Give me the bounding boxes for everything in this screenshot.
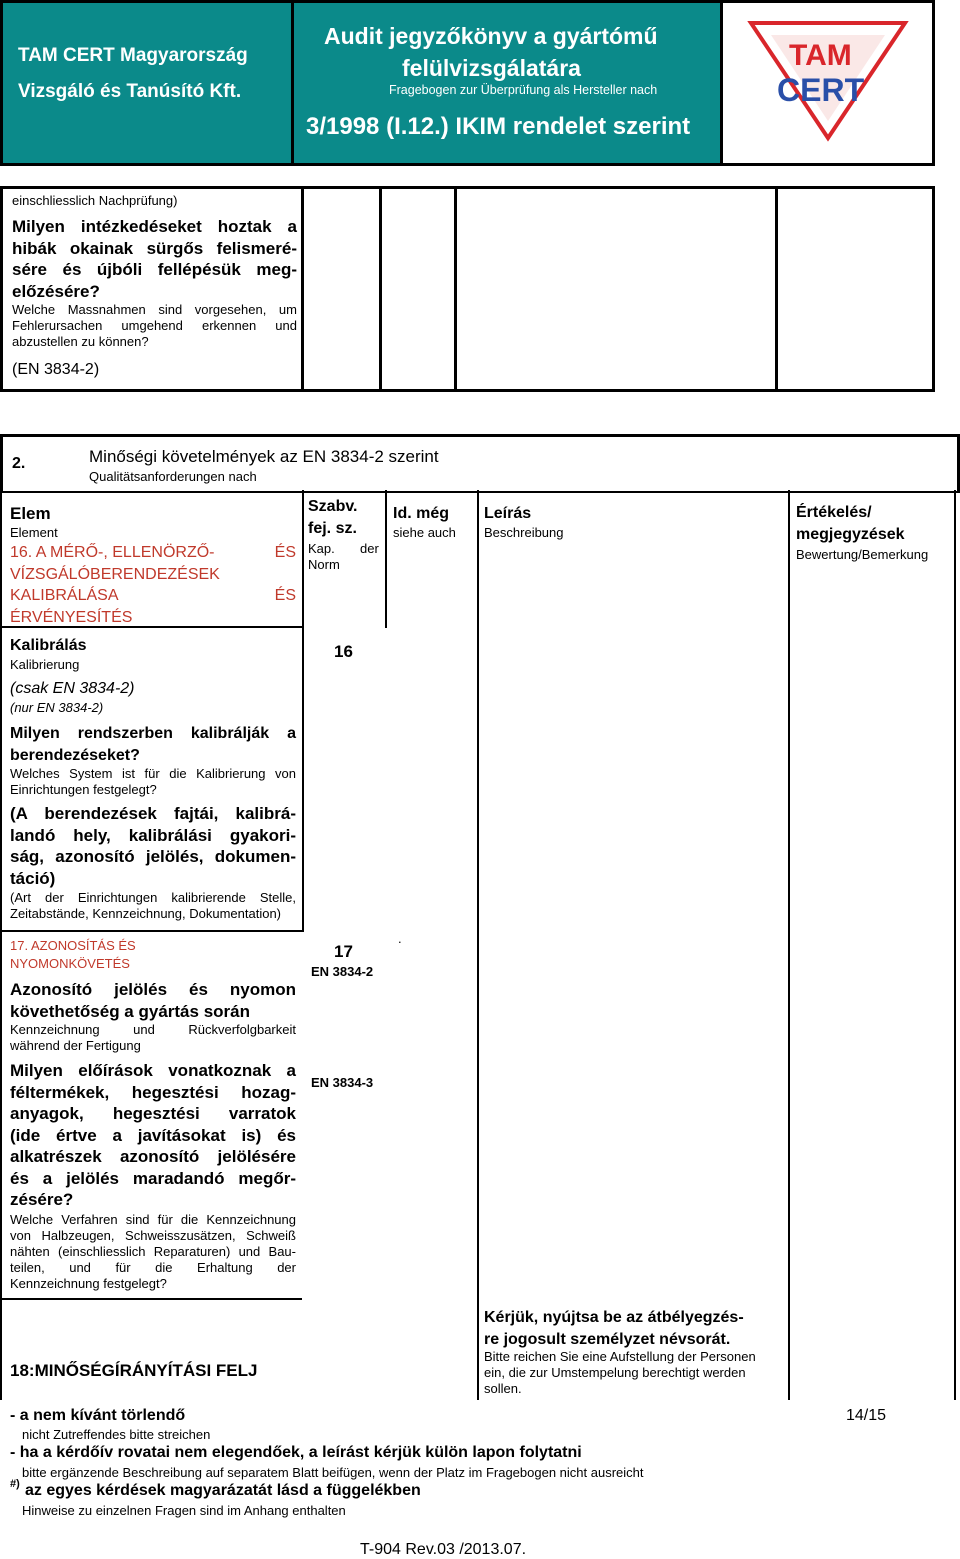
item17-q-de-line: von Halbzeugen, Schweisszusätzen, Schweiß <box>10 1228 296 1243</box>
footer-note1-de: nicht Zutreffendes bitte streichen <box>22 1427 211 1442</box>
item16-sub-de-line: Zeitabstände, Kennzeichnung, Dokumentation) <box>10 906 282 921</box>
header-title-block <box>294 3 723 163</box>
footer-note1: - a nem kívánt törlendő <box>10 1407 186 1424</box>
document-subtitle: Fragebogen zur Überprüfung als Hersteller nach <box>389 83 658 97</box>
item17-q-hu-line: Milyen előírások vonatkoznak a <box>10 1061 296 1080</box>
item17-subheading <box>10 979 296 1022</box>
item16-heading-line: KALIBRÁLÁSA <box>10 587 119 604</box>
item17-q-de-line: nähten (einschliesslich Reparaturen) und Bau- <box>10 1244 296 1259</box>
logo-cert-text: CERT <box>777 72 865 108</box>
item16-heading <box>10 542 296 628</box>
item17-heading-line: NYOMONKÖVETÉS <box>10 956 130 971</box>
item16-q-hu-line: Milyen rendszerben kalibrálják a <box>10 725 296 742</box>
col-der: der <box>360 541 379 556</box>
item17-heading-line: 17. AZONOSÍTÁS ÉS <box>10 938 136 953</box>
item16-heading-line: VÍZSGÁLÓBERENDEZÉSEK <box>10 565 220 583</box>
item16-sub-de-line: (Art der Einrichtungen kalibrierende Stelle, <box>10 890 296 905</box>
item17-sub-de-line: Kennzeichnung und Rückverfolgbarkeit <box>10 1022 296 1037</box>
company-subname: Vizsgáló és Tanúsító Kft. <box>18 81 242 102</box>
footer-note2: - ha a kérdőív rovatai nem elegendőek, a leírást kérjük külön lapon folytatni <box>10 1444 582 1461</box>
prev-ref: (EN 3834-2) <box>12 361 100 378</box>
item16-sub-de <box>10 890 296 922</box>
logo-tam-text: TAM <box>789 39 852 72</box>
item17-heading <box>10 937 136 973</box>
item16-question-hu <box>10 723 296 766</box>
item18-request-line: Kérjük, nyújtsa be az átbélyegzés- <box>484 1309 744 1326</box>
header-logo-area <box>723 3 932 163</box>
item16-sub-hu-line: táció) <box>10 868 56 888</box>
item17-q-hu-line: zésére? <box>10 1190 74 1209</box>
prev-q-hu-line: előzésére? <box>12 281 100 301</box>
header-company <box>3 3 294 163</box>
item16-nur: (nur EN 3834-2) <box>10 700 104 715</box>
item16-csak: (csak EN 3834-2) <box>10 680 135 697</box>
prev-q-hu-line: hibák okainak sürgős felismeré- <box>12 238 297 258</box>
prev-q-de-line: Fehlerursachen umgehend erkennen und <box>12 318 297 333</box>
company-name: TAM CERT Magyarország <box>18 45 248 66</box>
item16-heading-es: ÉS <box>274 544 296 561</box>
document-title: Audit jegyzőkönyv a gyártómű <box>324 23 658 49</box>
col-norm: Norm <box>308 557 340 572</box>
col-leiras-de: Beschreibung <box>484 525 564 540</box>
item17-sub-line: követhetőség a gyártás során <box>10 1001 250 1021</box>
section-subtitle: Qualitätsanforderungen nach <box>89 469 257 484</box>
footer-note3-mark: #) <box>10 1478 20 1490</box>
item18-request-hu <box>484 1307 784 1350</box>
col-id: Id. még <box>393 505 450 522</box>
item16-kalibrierung: Kalibrierung <box>10 657 80 672</box>
col-ertekeles: Értékelés/ <box>796 504 872 521</box>
item17-q-hu-line: anyagok, hegesztési varratok <box>10 1104 296 1123</box>
item17-q-hu-line: alkatrészek azonosító jelölésére <box>10 1147 296 1166</box>
col-leiras: Leírás <box>484 505 532 522</box>
quality-requirements-table <box>0 490 957 1400</box>
regulation: 3/1998 (I.12.) IKIM rendelet szerint <box>306 113 691 140</box>
item16-sub-hu-line: (A berendezések fajtái, kalibrá- <box>10 804 296 823</box>
item17-q-de-line: Kennzeichnung festgelegt? <box>10 1276 167 1291</box>
col-megjegyzesek: megjegyzések <box>796 526 905 543</box>
col-elem: Elem <box>10 504 51 523</box>
document-title-line2: felülvizsgálatára <box>402 55 581 81</box>
prev-q-hu-line: sére és újbóli fellépésük meg- <box>12 260 297 279</box>
footer-note3: az egyes kérdések magyarázatát lásd a függelékben <box>25 1482 421 1499</box>
item17-sub-line: Azonosító jelölés és nyomon <box>10 980 296 999</box>
section-number: 2. <box>12 455 26 472</box>
tam-cert-logo <box>743 13 913 153</box>
prev-question-hu <box>12 216 297 302</box>
col-kap: Kap. <box>308 541 335 556</box>
item16-heading-line: ÉRVÉNYESÍTÉS <box>10 608 133 626</box>
item17-q-de-line: teilen, und für die Erhaltung der <box>10 1260 296 1275</box>
item17-ref1: EN 3834-2 <box>311 964 374 979</box>
page-number: 14/15 <box>846 1407 887 1424</box>
item17-subheading-de <box>10 1022 296 1054</box>
prev-question-de <box>12 302 297 350</box>
col-fej-sz: fej. sz. <box>308 520 357 537</box>
item16-number: 16 <box>334 642 353 661</box>
item16-heading-es: ÉS <box>274 587 296 604</box>
footer-note2-de: bitte ergänzende Beschreibung auf separatem Blatt beifügen, wenn der Platz im Fragebogen nicht ausreicht <box>22 1465 644 1480</box>
section-2-header <box>0 434 960 493</box>
item17-question-hu <box>10 1060 296 1211</box>
item16-sub-hu-line: landó hely, kalibrálási gyakori- <box>10 825 296 845</box>
item16-kalibralas: Kalibrálás <box>10 637 87 654</box>
prev-q-de-line: abzustellen zu können? <box>12 334 149 349</box>
item17-q-de-line: Welche Verfahren sind für die Kennzeichnung <box>10 1212 296 1227</box>
item16-heading-line: 16. A MÉRŐ-, ELLENÖRZŐ- <box>10 544 215 561</box>
col-elem-de: Element <box>10 525 58 540</box>
item18-request-line: re jogosult személyzet névsorát. <box>484 1330 731 1348</box>
document-id: T-904 Rev.03 /2013.07. <box>360 1541 527 1558</box>
prev-q-hu-line: Milyen intézkedéseket hoztak a <box>12 217 297 236</box>
item18-request-de-line: Bitte reichen Sie eine Aufstellung der Personen <box>484 1349 756 1364</box>
item17-number: 17 <box>334 942 353 961</box>
item18-request-de-line: ein, die zur Umstempelung berechtigt werden <box>484 1365 746 1380</box>
col-ertekeles-de: Bewertung/Bemerkung <box>796 547 929 562</box>
prev-continuation: einschliesslich Nachprüfung) <box>12 193 178 208</box>
item17-ref2: EN 3834-3 <box>311 1075 374 1090</box>
previous-question-table <box>0 186 935 392</box>
item17-dot: . <box>398 931 402 946</box>
col-id-de: siehe auch <box>393 525 456 540</box>
item16-sub-hu <box>10 803 296 889</box>
item17-question-de <box>10 1212 296 1292</box>
item16-q-de-line: Einrichtungen festgelegt? <box>10 782 157 797</box>
item17-q-hu-line: féltermékek, hegesztési hozag- <box>10 1082 296 1102</box>
item18-request-de-line: sollen. <box>484 1381 522 1396</box>
prev-q-de-line: Welche Massnahmen sind vorgesehen, um <box>12 302 297 317</box>
item17-q-hu-line: és a jelölés maradandó megőr- <box>10 1168 296 1188</box>
page-header <box>0 0 935 166</box>
item17-sub-de-line: während der Fertigung <box>10 1038 141 1053</box>
item16-sub-hu-line: ság, azonosító jelölés, dokumen- <box>10 847 296 866</box>
item16-q-hu-line: berendezéseket? <box>10 746 140 764</box>
footer-note3-de: Hinweise zu einzelnen Fragen sind im Anhang enthalten <box>22 1503 346 1518</box>
item17-q-hu-line: (ide értve a javításokat is) és <box>10 1125 296 1145</box>
item18-heading: 18:MINŐSÉGÍRÁNYÍTÁSI FELJ <box>10 1361 258 1380</box>
item16-question-de <box>10 766 296 798</box>
item16-q-de-line: Welches System ist für die Kalibrierung von <box>10 766 296 781</box>
item18-request-de <box>484 1349 784 1397</box>
section-title: Minőségi követelmények az EN 3834-2 szerint <box>89 447 439 466</box>
col-szabv: Szabv. <box>308 498 358 515</box>
